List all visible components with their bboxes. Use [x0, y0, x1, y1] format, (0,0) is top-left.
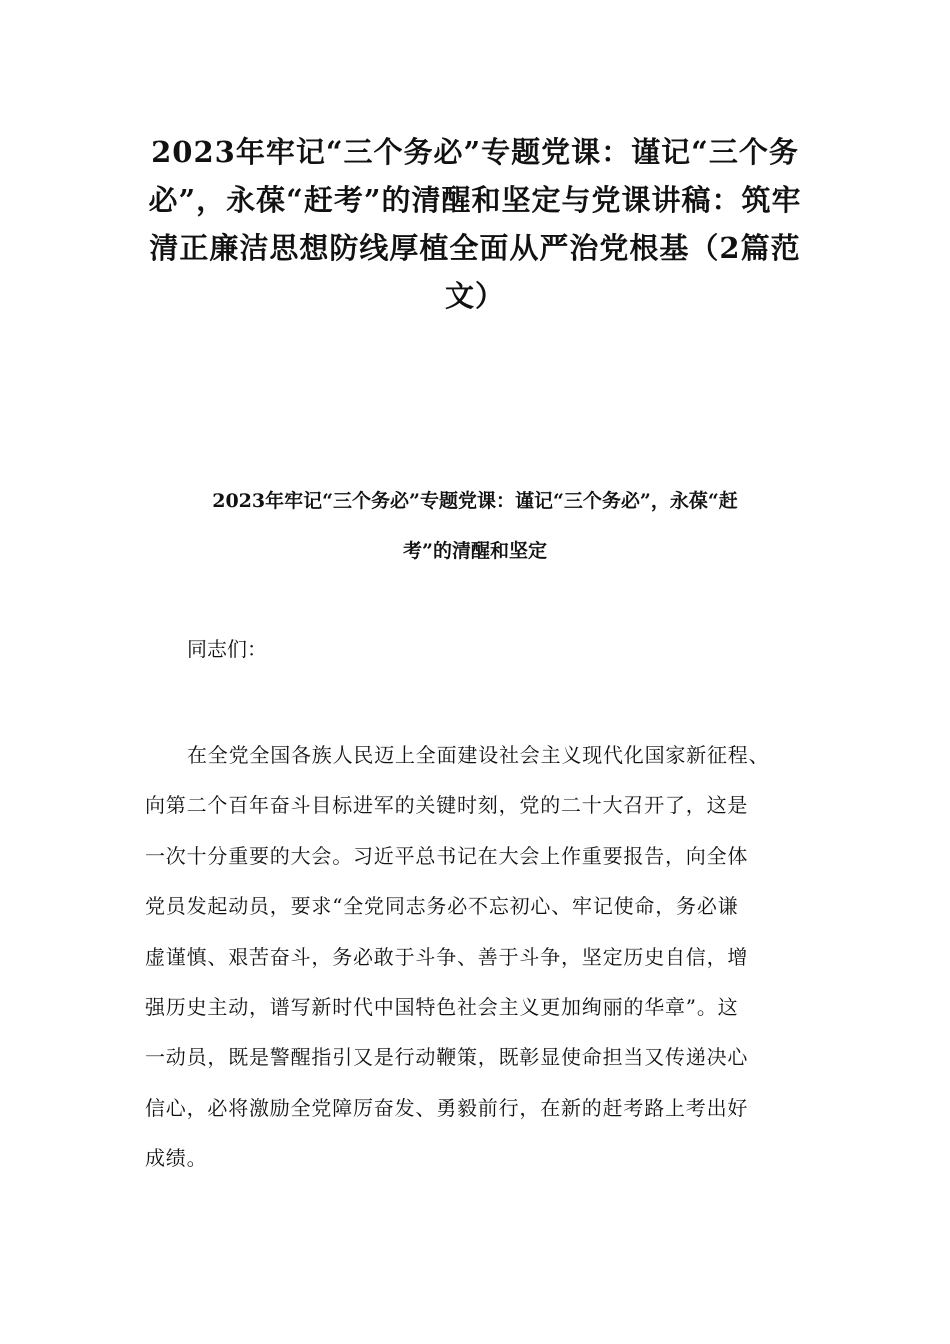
paragraph-line: 在全党全国各族人民迈上全面建设社会主义现代化国家新征程、	[187, 743, 770, 767]
paragraph-line: 向第二个百年奋斗目标进军的关键时刻，党的二十大召开了，这是	[145, 793, 749, 818]
section-title-line: 2023年牢记“三个务必”专题党课：谨记“三个务必”，永葆“赶	[212, 490, 738, 512]
document-title	[140, 128, 810, 320]
section-title	[140, 476, 810, 576]
paragraph-line: 强历史主动，谱写新时代中国特色社会主义更加绚丽的华章”。这	[145, 995, 739, 1020]
document-title-line: 必”，永葆“赶考”的清醒和坚定与党课讲稿：筑牢	[148, 183, 802, 217]
document-title-line: 2023年牢记“三个务必”专题党课：谨记“三个务	[151, 135, 799, 169]
document-title-line: 文）	[444, 279, 505, 313]
paragraph-line: 信心，必将激励全党障厉奋发、勇毅前行，在新的赶考路上考出好	[145, 1095, 749, 1120]
paragraph-line: 成绩。	[145, 1146, 208, 1171]
paragraph-line: 一次十分重要的大会。习近平总书记在大会上作重要报告，向全体	[145, 843, 749, 868]
paragraph-line: 虚谨慎、艰苦奋斗，务必敢于斗争、善于斗争，坚定历史自信，增	[145, 944, 749, 969]
section-title-line: 考”的清醒和坚定	[403, 540, 547, 562]
greeting: 同志们：	[187, 637, 267, 661]
paragraph-line: 一动员，既是警醒指引又是行动鞭策，既彰显使命担当又传递决心	[145, 1045, 749, 1070]
paragraph-line: 党员发起动员，要求“全党同志务必不忘初心、牢记使命，务必谦	[145, 894, 739, 919]
document-title-line: 清正廉洁思想防线厚植全面从严治党根基（2篇范	[149, 231, 801, 265]
body-paragraph	[145, 730, 835, 1184]
